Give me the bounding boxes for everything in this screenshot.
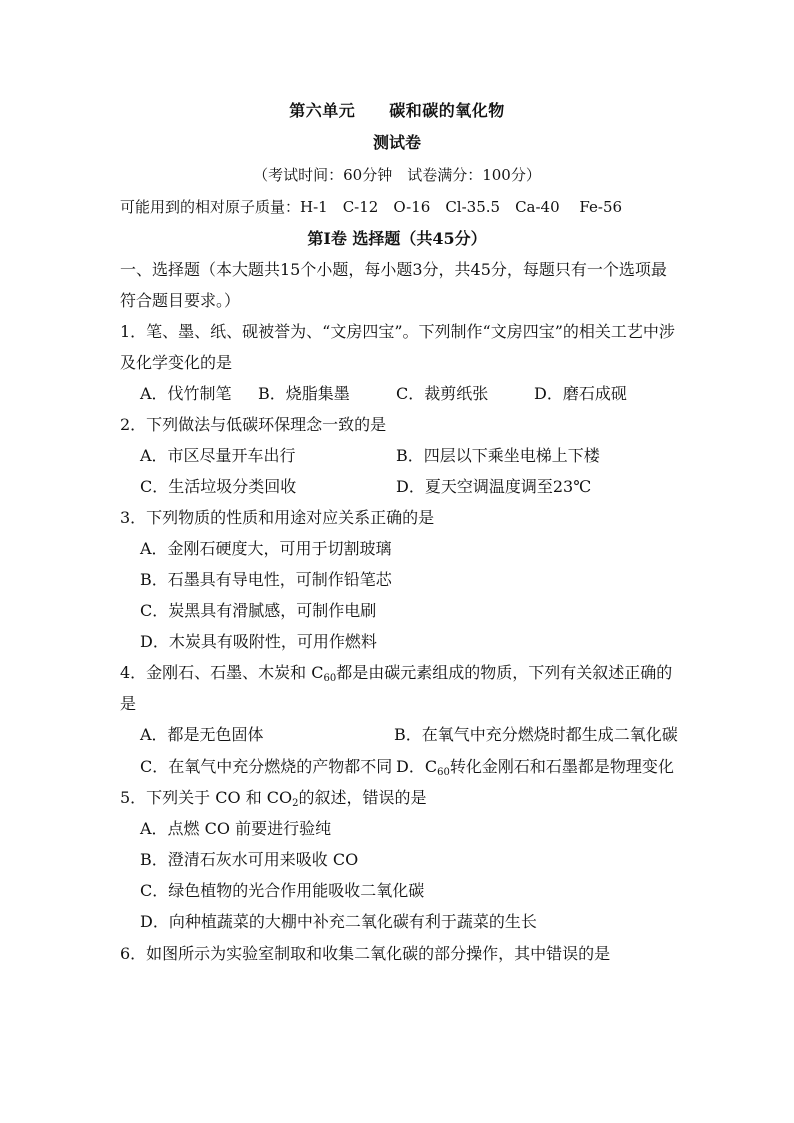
- q4-stem-pre: 4．金刚石、石墨、木炭和 C: [120, 663, 324, 682]
- q3-option-b: B．石墨具有导电性，可制作铅笔芯: [140, 570, 392, 589]
- section-instruction-line1: 一、选择题（本大题共15个小题，每小题3分，共45分，每题只有一个选项最: [120, 260, 667, 279]
- unit-topic: 碳和碳的氧化物: [389, 101, 505, 120]
- q4-option-c: C．在氧气中充分燃烧的产物都不同: [140, 757, 393, 776]
- q1-stem-line1: 1．笔、墨、纸、砚被誉为、“文房四宝”。下列制作“文房四宝”的相关工艺中涉: [120, 322, 675, 341]
- q3-option-c: C．炭黑具有滑腻感，可制作电刷: [140, 601, 377, 620]
- q5-option-b: B．澄清石灰水可用来吸收 CO: [140, 850, 359, 869]
- q1-stem-line2: 及化学变化的是: [120, 353, 233, 372]
- q1-option-c: C．裁剪纸张: [396, 384, 489, 403]
- q5-stem-subscript: 2: [292, 798, 299, 809]
- q2-option-a: A．市区尽量开车出行: [140, 446, 296, 465]
- q4-stem-subscript: 60: [323, 673, 337, 684]
- q5-stem: [120, 788, 427, 808]
- q2-stem: 2．下列做法与低碳环保理念一致的是: [120, 415, 387, 434]
- q4-stem-post: 都是由碳元素组成的物质，下列有关叙述正确的: [336, 663, 673, 682]
- q1-option-a: A．伐竹制笔: [140, 384, 232, 403]
- unit-title: [0, 101, 794, 121]
- q4-option-d: [396, 757, 674, 777]
- q4-option-d-subscript: 60: [437, 767, 450, 778]
- q4-stem-line2: 是: [120, 694, 137, 713]
- atomic-masses: 可能用到的相对原子质量：H-1 C-12 O-16 Cl-35.5 Ca-40 Fe-56: [120, 198, 623, 216]
- q5-option-c: C．绿色植物的光合作用能吸收二氧化碳: [140, 881, 425, 900]
- q5-stem-pre: 5．下列关于 CO 和 CO: [120, 788, 293, 807]
- q2-option-c: C．生活垃圾分类回收: [140, 477, 297, 496]
- exam-info: （考试时间：60分钟 试卷满分：100分）: [253, 166, 541, 184]
- q4-stem-line1: [120, 663, 672, 683]
- q5-option-d: D．向种植蔬菜的大棚中补充二氧化碳有利于蔬菜的生长: [140, 912, 537, 931]
- q2-option-d: D．夏天空调温度调至23℃: [396, 477, 592, 496]
- q4-option-b: B．在氧气中充分燃烧时都生成二氧化碳: [394, 725, 678, 744]
- q5-option-a: A．点燃 CO 前要进行验纯: [140, 819, 332, 838]
- q4-option-d-post: 转化金刚石和石墨都是物理变化: [449, 757, 674, 776]
- section-title: 第Ⅰ卷 选择题（共45分）: [307, 229, 487, 248]
- q4-option-a: A．都是无色固体: [140, 725, 264, 744]
- q1-option-d: D．磨石成砚: [534, 384, 627, 403]
- q3-option-a: A．金刚石硬度大，可用于切割玻璃: [140, 539, 392, 558]
- q2-option-b: B．四层以下乘坐电梯上下楼: [396, 446, 600, 465]
- q3-stem: 3．下列物质的性质和用途对应关系正确的是: [120, 508, 435, 527]
- q1-option-b: B．烧脂集墨: [258, 384, 350, 403]
- test-subtitle: 测试卷: [372, 133, 421, 152]
- section-instruction-line2: 符合题目要求。）: [120, 291, 241, 310]
- q5-stem-post: 的叙述，错误的是: [298, 788, 427, 807]
- unit-number: 第六单元: [289, 101, 356, 120]
- q6-stem: 6．如图所示为实验室制取和收集二氧化碳的部分操作，其中错误的是: [120, 944, 611, 963]
- q4-option-d-pre: D．C: [396, 757, 438, 776]
- q3-option-d: D．木炭具有吸附性，可用作燃料: [140, 632, 377, 651]
